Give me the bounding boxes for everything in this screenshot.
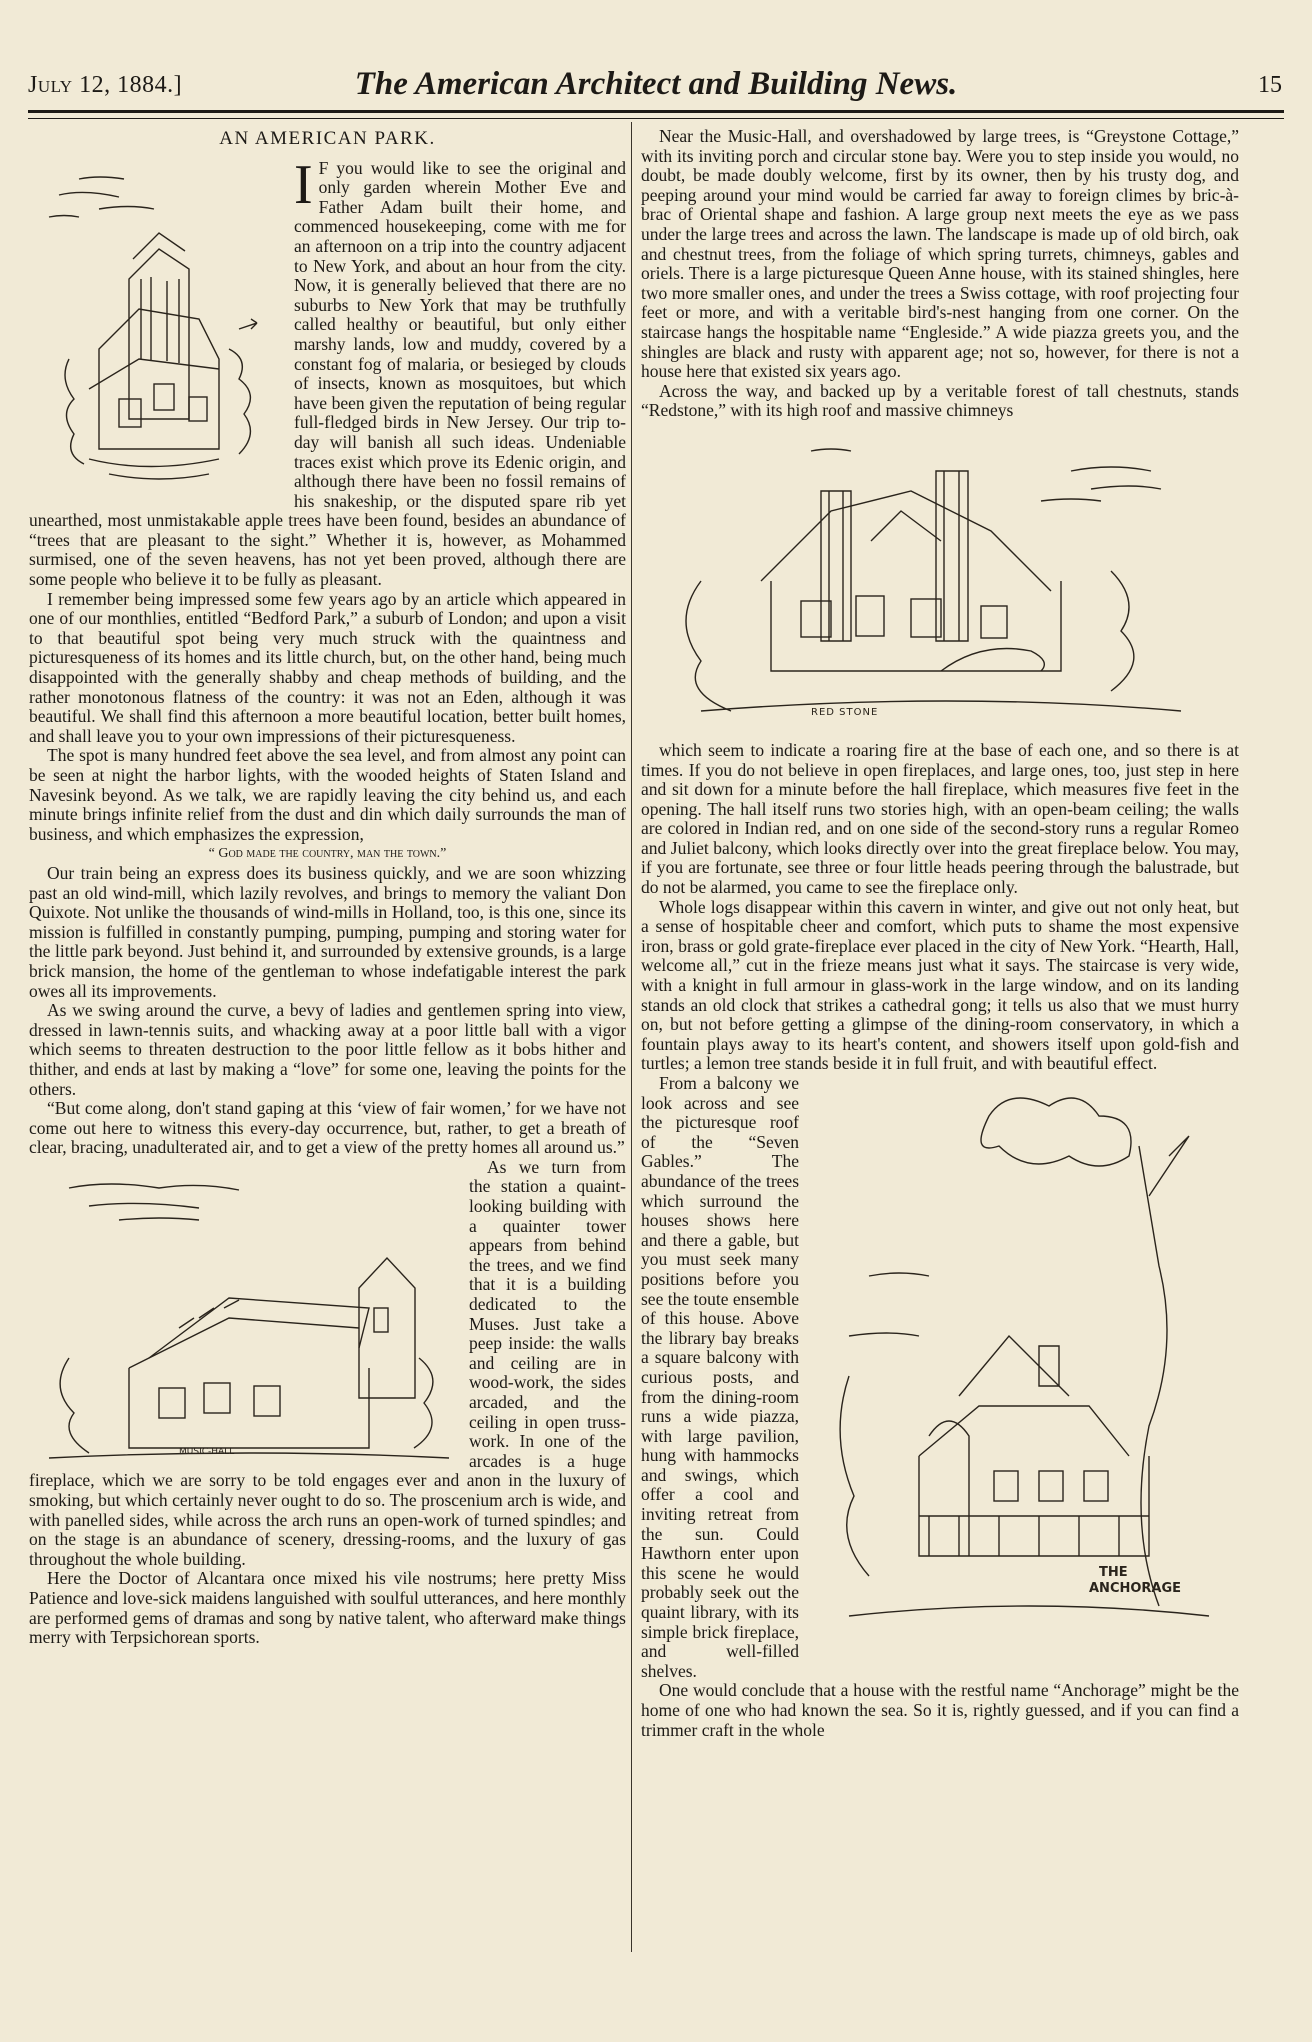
paragraph-4: Our train being an express does its business quickly, and we are soon whizzing past an old wind-mill, which lazily revolves, and brings to memory the valiant Don Quixote. Not unlike the thousands of wind-mills in Holland, too, is this one, since its mission is fulfilled in constantly pumping, pumping, pumping and storing water for the little park beyond. Just behind it, and surrounded by extensive grounds, is a large brick mansion, the home of the gentleman to whose indefatigable interest the park owes all its improvements. xyxy=(29,862,626,1001)
publication-title: The American Architect and Building News. xyxy=(354,66,958,102)
paragraph-11: which seem to indicate a roaring fire at the base of each one, and so there is at times. If you do not believe in open fireplaces, and large ones, too, just step in here and sit down for a minute before the hall fireplace, which measures five feet in the opening. The hall itself runs two stories high, with an open-beam ceiling; the walls are colored in Indian red, and on one side of the second-story runs a regular Romeo and Juliet balcony, which looks directly over into the great fireplace below. You may, if you are fortunate, see three or four little heads peering through the balustrade, but do not be alarmed, you came to see the fireplace only. xyxy=(641,739,1239,898)
anchorage-caption-line1: THE xyxy=(1099,1565,1128,1580)
paragraph-3: The spot is many hundred feet above the sea level, and from almost any point can be seen at night the harbor lights, with the wooded heights of Staten Island and Navesink beyond. As we talk, we are rapidly leaving the city behind us, and each minute brings infinite relief from the dust and din which daily surrounds the man of business, and which emphasizes the expression, xyxy=(29,745,626,844)
paragraph-8: Here the Doctor of Alcantara once mixed his vile nostrums; here pretty Miss Patience and love-sick maidens languished with soulful utterances, and here monthly are performed gems of dramas and song by native talent, who afterward make things merry with Terpsichorean sports. xyxy=(29,1568,626,1648)
paragraph-2: I remember being impressed some few years ago by an article which appeared in one of our monthlies, entitled “Bedford Park,” a suburb of London; and upon a visit to that beautiful spot being very much struck with the quaintness and picturesqueness of its homes and its little church, but, on the other hand, being much disappointed with the generally shabby and cheap methods of building, and the rather monotonous flatness of the country: it was not an Eden, although it was beautiful. We shall find this afternoon a more beautiful location, better built homes, and shall leave you to your own impressions of their picturesqueness. xyxy=(29,588,626,746)
paragraph-6: “But come along, don't stand gaping at this ‘view of fair women,’ for we have not come out here to witness this every-day occurrence, but, rather, to get a breath of clear, bracing, unadulterated air, and to get a view of the pretty homes all around us.” xyxy=(29,1098,626,1158)
music-hall-illustration xyxy=(29,1158,459,1468)
anchorage-caption-line2: ANCHORAGE xyxy=(1089,1581,1182,1596)
paragraph-12: Whole logs disappear within this cavern in winter, and give out not only heat, but a sense of hospitable cheer and comfort, which puts to shame the most expensive iron, brass or gold grate-fireplace ever placed in the city of New York. “Hearth, Hall, welcome all,” cut in the frieze means just what it says. The staircase is very wide, with a knight in full armour in glass-work in the large window, and on its landing stands an old clock that strikes a cathedral gong; it tells us also that we must hurry on, but not before getting a glimpse of the dining-room conservatory, in which a fountain plays away to its heart's content, and showers itself upon gold-fish and turtles; a lemon tree stands beside it in full fruit, and with beautiful effect. xyxy=(641,896,1239,1074)
article-title: AN AMERICAN PARK. xyxy=(219,128,436,149)
header-rule-thin xyxy=(28,118,1284,119)
paragraph-10: Across the way, and backed up by a veritable forest of tall chestnuts, stands “Redstone,” with its high roof and massive chimneys xyxy=(641,380,1239,421)
header-rule-thick xyxy=(28,110,1284,113)
issue-date: July 12, 1884.] xyxy=(28,72,183,98)
pull-quote: “ God made the country, man the town.” xyxy=(208,846,447,862)
anchorage-illustration xyxy=(809,1076,1239,1656)
page-number: 15 xyxy=(1258,72,1282,98)
paragraph-1: F you would like to see the original and only garden wherein Mother Eve and Father Adam built their home, and commenced housekeeping, come with me for an afternoon on a trip into the country adjacent to New York, and about an hour from the city. Now, it is generally believed that there are no suburbs to New York that may be truthfully called healthy or beautiful, but only either marshy lands, low and muddy, covered by a constant fog of malaria, or besieged by clouds of insects, known as mosquitoes, but which have been given the reputation of being regular full-fledged birds in New Jersey. Our trip to-day will banish all such ideas. Undeniable traces exist which prove its Edenic origin, and although there have been no fossil remains of his snakeship, or the disputed spare rib yet unearthed, most unmistakable apple trees have been found, besides an abundance of “trees that are pleasant to the sight.” Whether it is, however, as Mohammed surmised, one of the seven heavens, has not yet been proved, although there are some people who believe it to be fully as pleasant. xyxy=(29,157,626,590)
redstone-caption: RED STONE xyxy=(811,706,879,718)
left-column xyxy=(29,127,626,1957)
paragraph-13: From a balcony we look across and see the picturesque roof of the “Seven Gables.” The abundance of the trees which surround the houses shows here and there a gable, but you must seek many positions before you see the toute ensemble of this house. Above the library bay breaks a square balcony with curious posts, and from the dining-room runs a wide piazza, with large pavilion, hung with hammocks and swings, which offer a cool and inviting retreat from the sun. Could Hawthorn enter upon this scene he would probably seek out the quaint library, with its simple brick fireplace, and well-filled shelves. xyxy=(641,1073,799,1681)
paragraph-14: One would conclude that a house with the restful name “Anchorage” might be the home of one who had known the sea. So it is, rightly guessed, and if you can find a trimmer craft in the whole xyxy=(641,1680,1239,1740)
right-column xyxy=(641,127,1239,1957)
tower-illustration xyxy=(29,159,284,499)
paragraph-7: As we turn from the station a quaint-looking building with a quainter tower appears from behind the trees, and we find that it is a building dedicated to the Muses. Just take a peep inside: the walls and ceiling are in wood-work, the sides arcaded, and the ceiling in open truss-work. In one of the arcades is a huge fireplace, which we are sorry to be told engages ever and anon in the luxury of smoking, but which certainly never ought to do so. The proscenium arch is wide, and with panelled sides, while across the arch runs an open-work of turned spindles; and on the stage is an abundance of scenery, dressing-rooms, and the luxury of gas throughout the whole building. xyxy=(29,1156,626,1569)
page-header xyxy=(28,66,1284,106)
music-hall-caption: MUSIC-HALL xyxy=(179,1446,235,1457)
redstone-illustration xyxy=(641,431,1239,731)
drop-cap: I xyxy=(294,153,313,216)
paragraph-5: As we swing around the curve, a bevy of ladies and gentlemen spring into view, dressed in lawn-tennis suits, and whacking away at a poor little ball with a vigor which seems to threaten destruction to the poor little fellow as it bobs hither and thither, and ends at last by making a “love” for some one, leaving the points for the others. xyxy=(29,1000,626,1099)
paragraph-9: Near the Music-Hall, and overshadowed by large trees, is “Greystone Cottage,” with its inviting porch and circular stone bay. Were you to step inside you would, no doubt, be made doubly welcome, first by its owner, then by his trusty dog, and peeping around your mind would be carried far away to foreign climes by bric-à-brac of Oriental shape and fashion. A large group next meets the eye as we pass under the large trees and across the lawn. The landscape is made up of old birch, oak and chestnut trees, from the foliage of which spring turrets, chimneys, gables and oriels. There is a large picturesque Queen Anne house, with its stained shingles, here two more smaller ones, and under the trees a Swiss cottage, with roof projecting four feet or more, and with a veritable bird's-nest hanging from one corner. On the staircase hangs the hospitable name “Engleside.” A wide piazza greets you, and the shingles are black and rusty with apparent age; not so, however, for there is not a house here that existed six years ago. xyxy=(641,127,1239,382)
column-divider xyxy=(631,122,632,1952)
